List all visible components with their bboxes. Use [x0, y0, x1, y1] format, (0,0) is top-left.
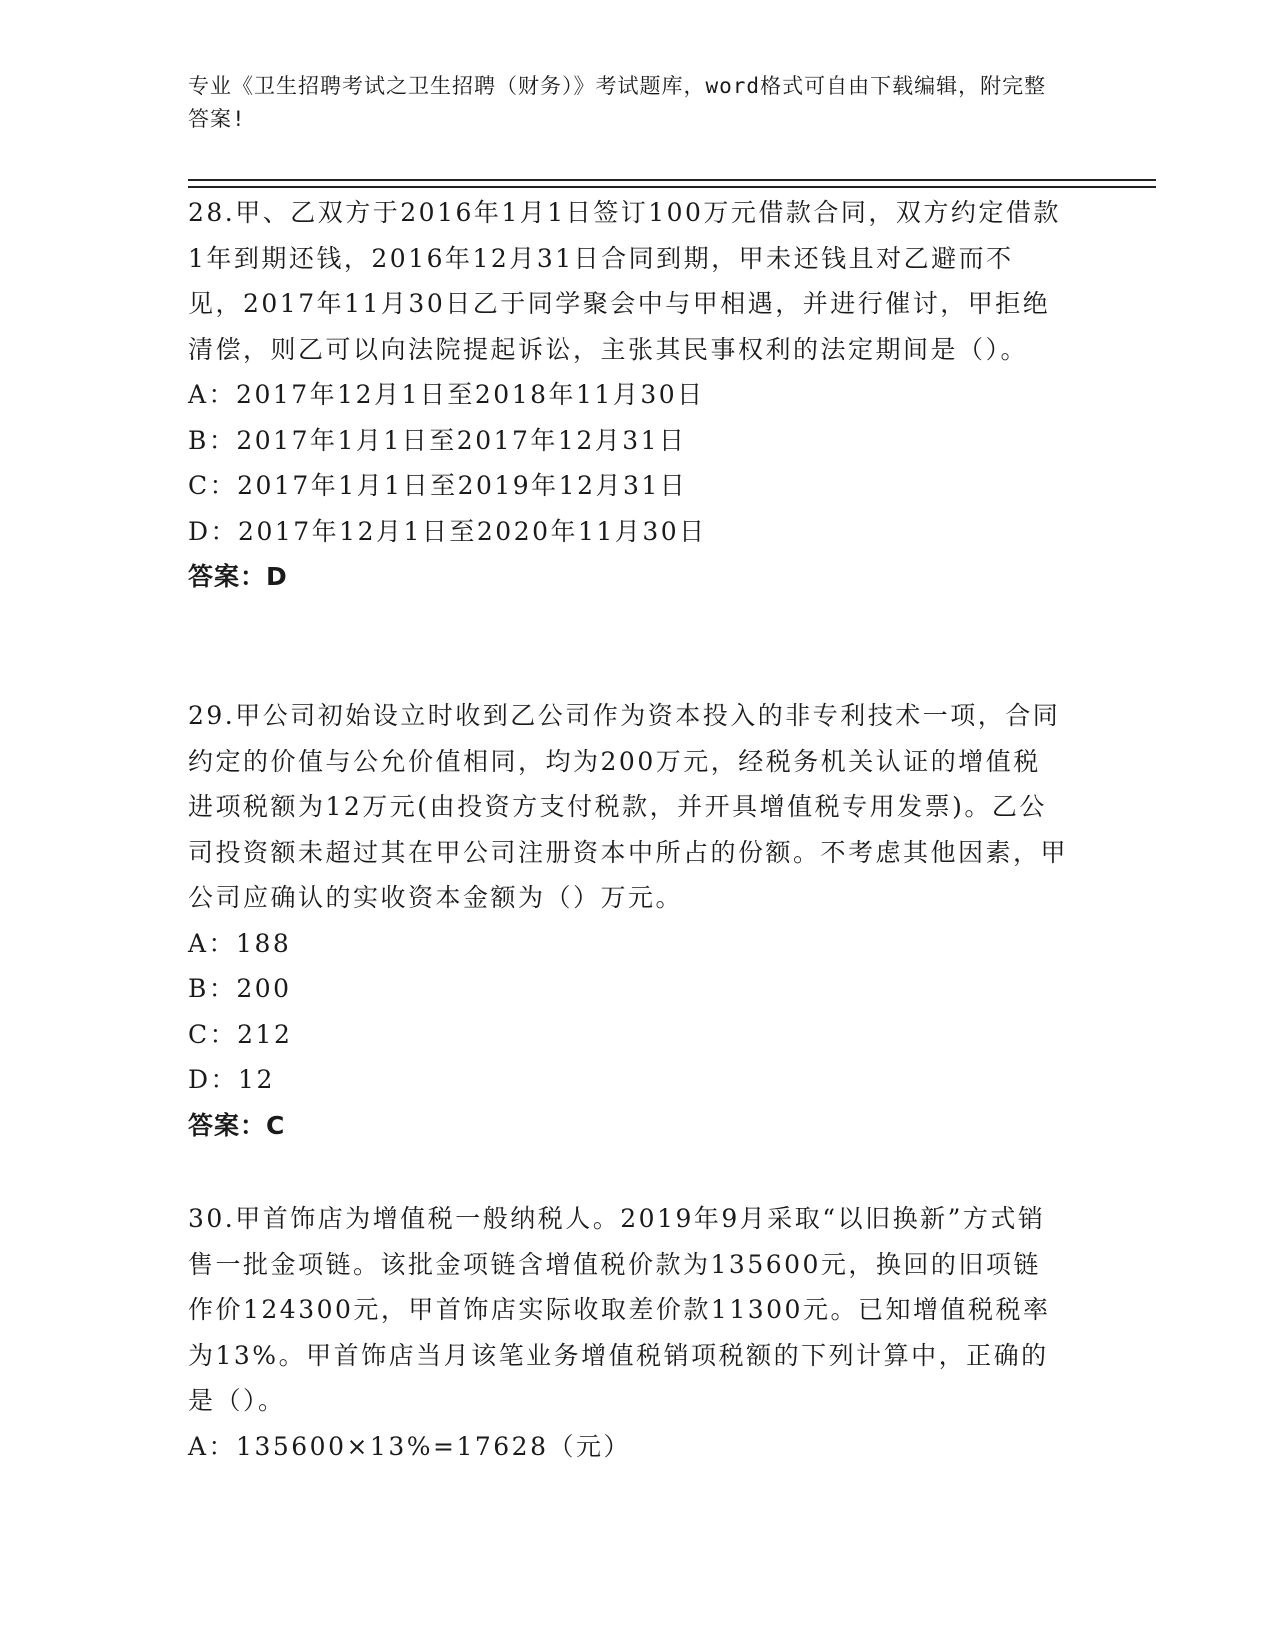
option-c: C：212	[188, 1019, 293, 1049]
question-stem: 28.甲、乙双方于2016年1月1日签订100万元借款合同，双方约定借款1年到期还钱，2016年12月31日合同到期，甲未还钱且对乙避而不见，2017年11月30日乙于同学聚会中与甲相遇，并进行催讨，甲拒绝清偿，则乙可以向法院提起诉讼，主张其民事权利的法定期间是（）。	[188, 198, 1061, 364]
question-28	[188, 190, 1068, 600]
header-divider-thin	[188, 179, 1156, 181]
option-d: D：2017年12月1日至2020年11月30日	[188, 516, 707, 546]
question-30	[188, 1196, 1068, 1469]
header-intro: 专业《卫生招聘考试之卫生招聘（财务）》考试题库，word格式可自由下载编辑，附完整答案!	[188, 74, 1047, 131]
question-29	[188, 693, 1068, 1148]
option-b: B：200	[188, 974, 292, 1003]
answer-label: 答案：D	[188, 562, 288, 591]
question-stem: 30.甲首饰店为增值税一般纳税人。2019年9月采取“以旧换新”方式销售一批金项链。该批金项链含增值税价款为135600元，换回的旧项链作价124300元，甲首饰店实际收取差价款11300元。已知增值税税率为13%。甲首饰店当月该笔业务增值税销项税额的下列计算中，正确的是（）。	[188, 1204, 1051, 1415]
option-a: A：2017年12月1日至2018年11月30日	[188, 380, 705, 409]
document-header	[188, 70, 1068, 136]
option-c: C：2017年1月1日至2019年12月31日	[188, 471, 688, 500]
header-divider-thick	[188, 186, 1156, 188]
option-d: D：12	[188, 1065, 275, 1094]
question-stem: 29.甲公司初始设立时收到乙公司作为资本投入的非专利技术一项，合同约定的价值与公允价值相同，均为200万元，经税务机关认证的增值税进项税额为12万元(由投资方支付税款，并开具增值税专用发票)。乙公司投资额未超过其在甲公司注册资本中所占的份额。不考虑其他因素，甲公司应确认的实收资本金额为（）万元。	[188, 701, 1069, 912]
answer-label: 答案：C	[188, 1110, 286, 1140]
option-a: A：135600×13%=17628（元）	[188, 1431, 631, 1461]
option-b: B：2017年1月1日至2017年12月31日	[188, 425, 687, 455]
option-a: A：188	[188, 928, 292, 958]
